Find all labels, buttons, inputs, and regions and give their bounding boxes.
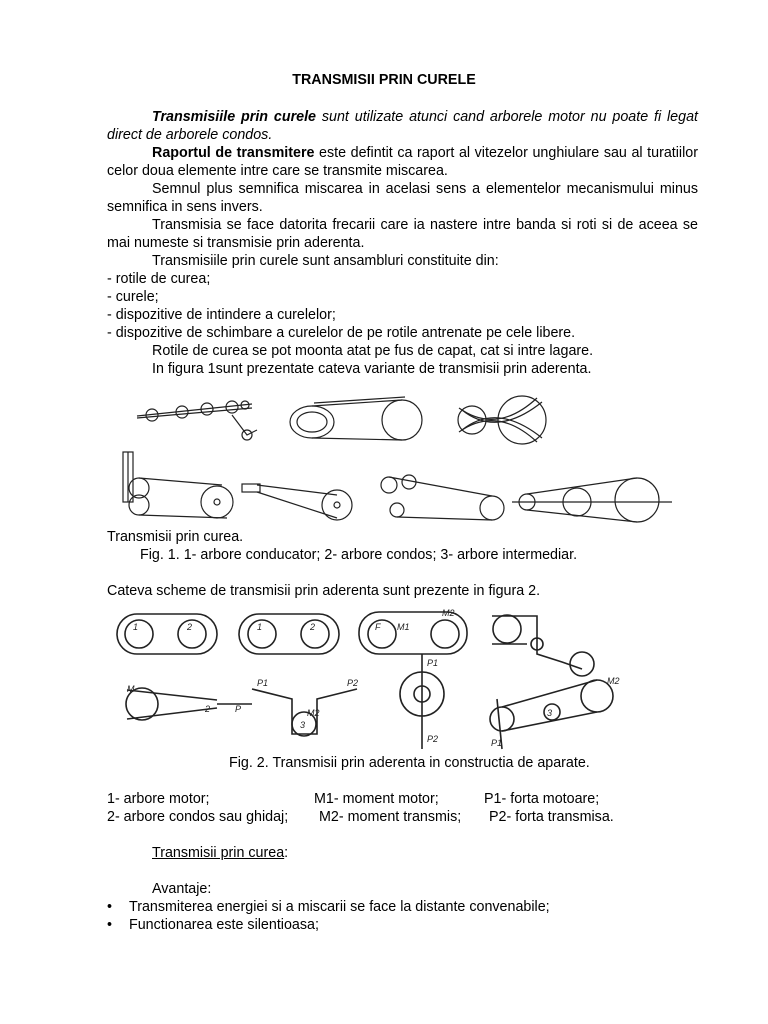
paragraph-ratio [107,144,698,180]
list-item: - rotile de curea; [107,271,211,287]
advantages-label: Avantaje: [152,881,212,897]
list-item [107,916,319,934]
legend-arbore-motor: 1- arbore motor; [107,791,210,807]
legend-moment-motor: M1- moment motor; [314,791,439,807]
fig2-label-2: 2 [187,622,193,632]
figure-1-caption-title: Transmisii prin curea. [107,529,244,545]
fig2-label-m2: M2 [307,708,320,718]
paragraph-mounting: Rotile de curea se pot moonta atat pe fus de capat, cat si intre lagare. [152,343,594,359]
fig2-label-p2: P2 [347,678,359,688]
fig2-label-m2: M2 [607,676,620,686]
fig2-label-m: M [127,684,135,694]
legend-forta-transmisa: P2- forta transmisa. [489,809,614,825]
fig2-label-m2: M2 [442,608,455,618]
fig2-label-p1: P1 [257,678,269,688]
figure-2-caption: Fig. 2. Transmisii prin aderenta in constructia de aparate. [229,755,590,771]
fig2-label-1: 1 [257,622,263,632]
paragraph-figure-ref: In figura 1sunt prezentate cateva variante de transmisii prin aderenta. [152,361,592,377]
figure-2-schemes [107,604,647,752]
list-item [107,898,550,916]
fig2-label-f: F [375,622,381,632]
fig2-label-p1: P1 [491,738,503,748]
legend-arbore-condos: 2- arbore condos sau ghidaj; [107,809,289,825]
ratio-text: este defintit ca raport al vitezelor unghiulare sau al turatiilor celor doua elemente intre care se transmite miscarea. [107,145,698,179]
paragraph-figure-2-ref: Cateva scheme de transmisii prin aderenta sunt prezente in figura 2. [107,583,541,599]
section-heading [152,844,288,862]
fig2-label-2: 2 [205,704,211,714]
paragraph-definition [107,108,698,144]
fig2-label-3: 3 [547,708,553,718]
bullet-text: Transmiterea energiei si a miscarii se face la distante convenabile; [129,899,550,915]
fig2-label-m1: M1 [397,622,410,632]
figure-1-belt-drives [107,390,699,525]
fig2-label-1: 1 [133,622,139,632]
bullet-icon: • [107,899,113,915]
fig2-label-p1: P1 [427,658,439,668]
list-item: - dispozitive de schimbare a curelelor de pe rotile antrenate pe cele libere. [107,325,576,341]
term-belt-transmissions: Transmisiile prin curele [152,109,317,125]
fig2-label-3: 3 [300,720,306,730]
paragraph-friction: Transmisia se face datorita frecarii care ia nastere intre banda si roti si de aceea se mai numeste si transmisie prin aderenta. [107,217,698,251]
fig2-label-2: 2 [310,622,316,632]
fig2-label-p: P [235,704,242,714]
section-heading-text: Transmisii prin curea [152,845,285,861]
legend-moment-transmis: M2- moment transmis; [319,809,462,825]
legend-forta-motoare: P1- forta motoare; [484,791,600,807]
fig2-label-p2: P2 [427,734,439,744]
figure-1-caption: Fig. 1. 1- arbore conducator; 2- arbore condos; 3- arbore intermediar. [140,547,578,563]
list-item: - curele; [107,289,159,305]
term-transmission-ratio: Raportul de transmitere [152,145,315,161]
section-heading-colon: : [284,845,289,861]
bullet-icon: • [107,917,113,933]
list-item: - dispozitive de intindere a curelelor; [107,307,336,323]
page-title: TRANSMISII PRIN CURELE [292,72,476,88]
bullet-text: Functionarea este silentioasa; [129,917,319,933]
paragraph-components: Transmisiile prin curele sunt ansambluri constituite din: [152,253,499,269]
definition-text: sunt utilizate atunci cand arborele motor nu poate fi legat direct de arborele condos. [107,109,699,143]
paragraph-sign: Semnul plus semnifica miscarea in acelasi sens a elementelor mecanismului minus semnifica in sens invers. [107,181,698,215]
